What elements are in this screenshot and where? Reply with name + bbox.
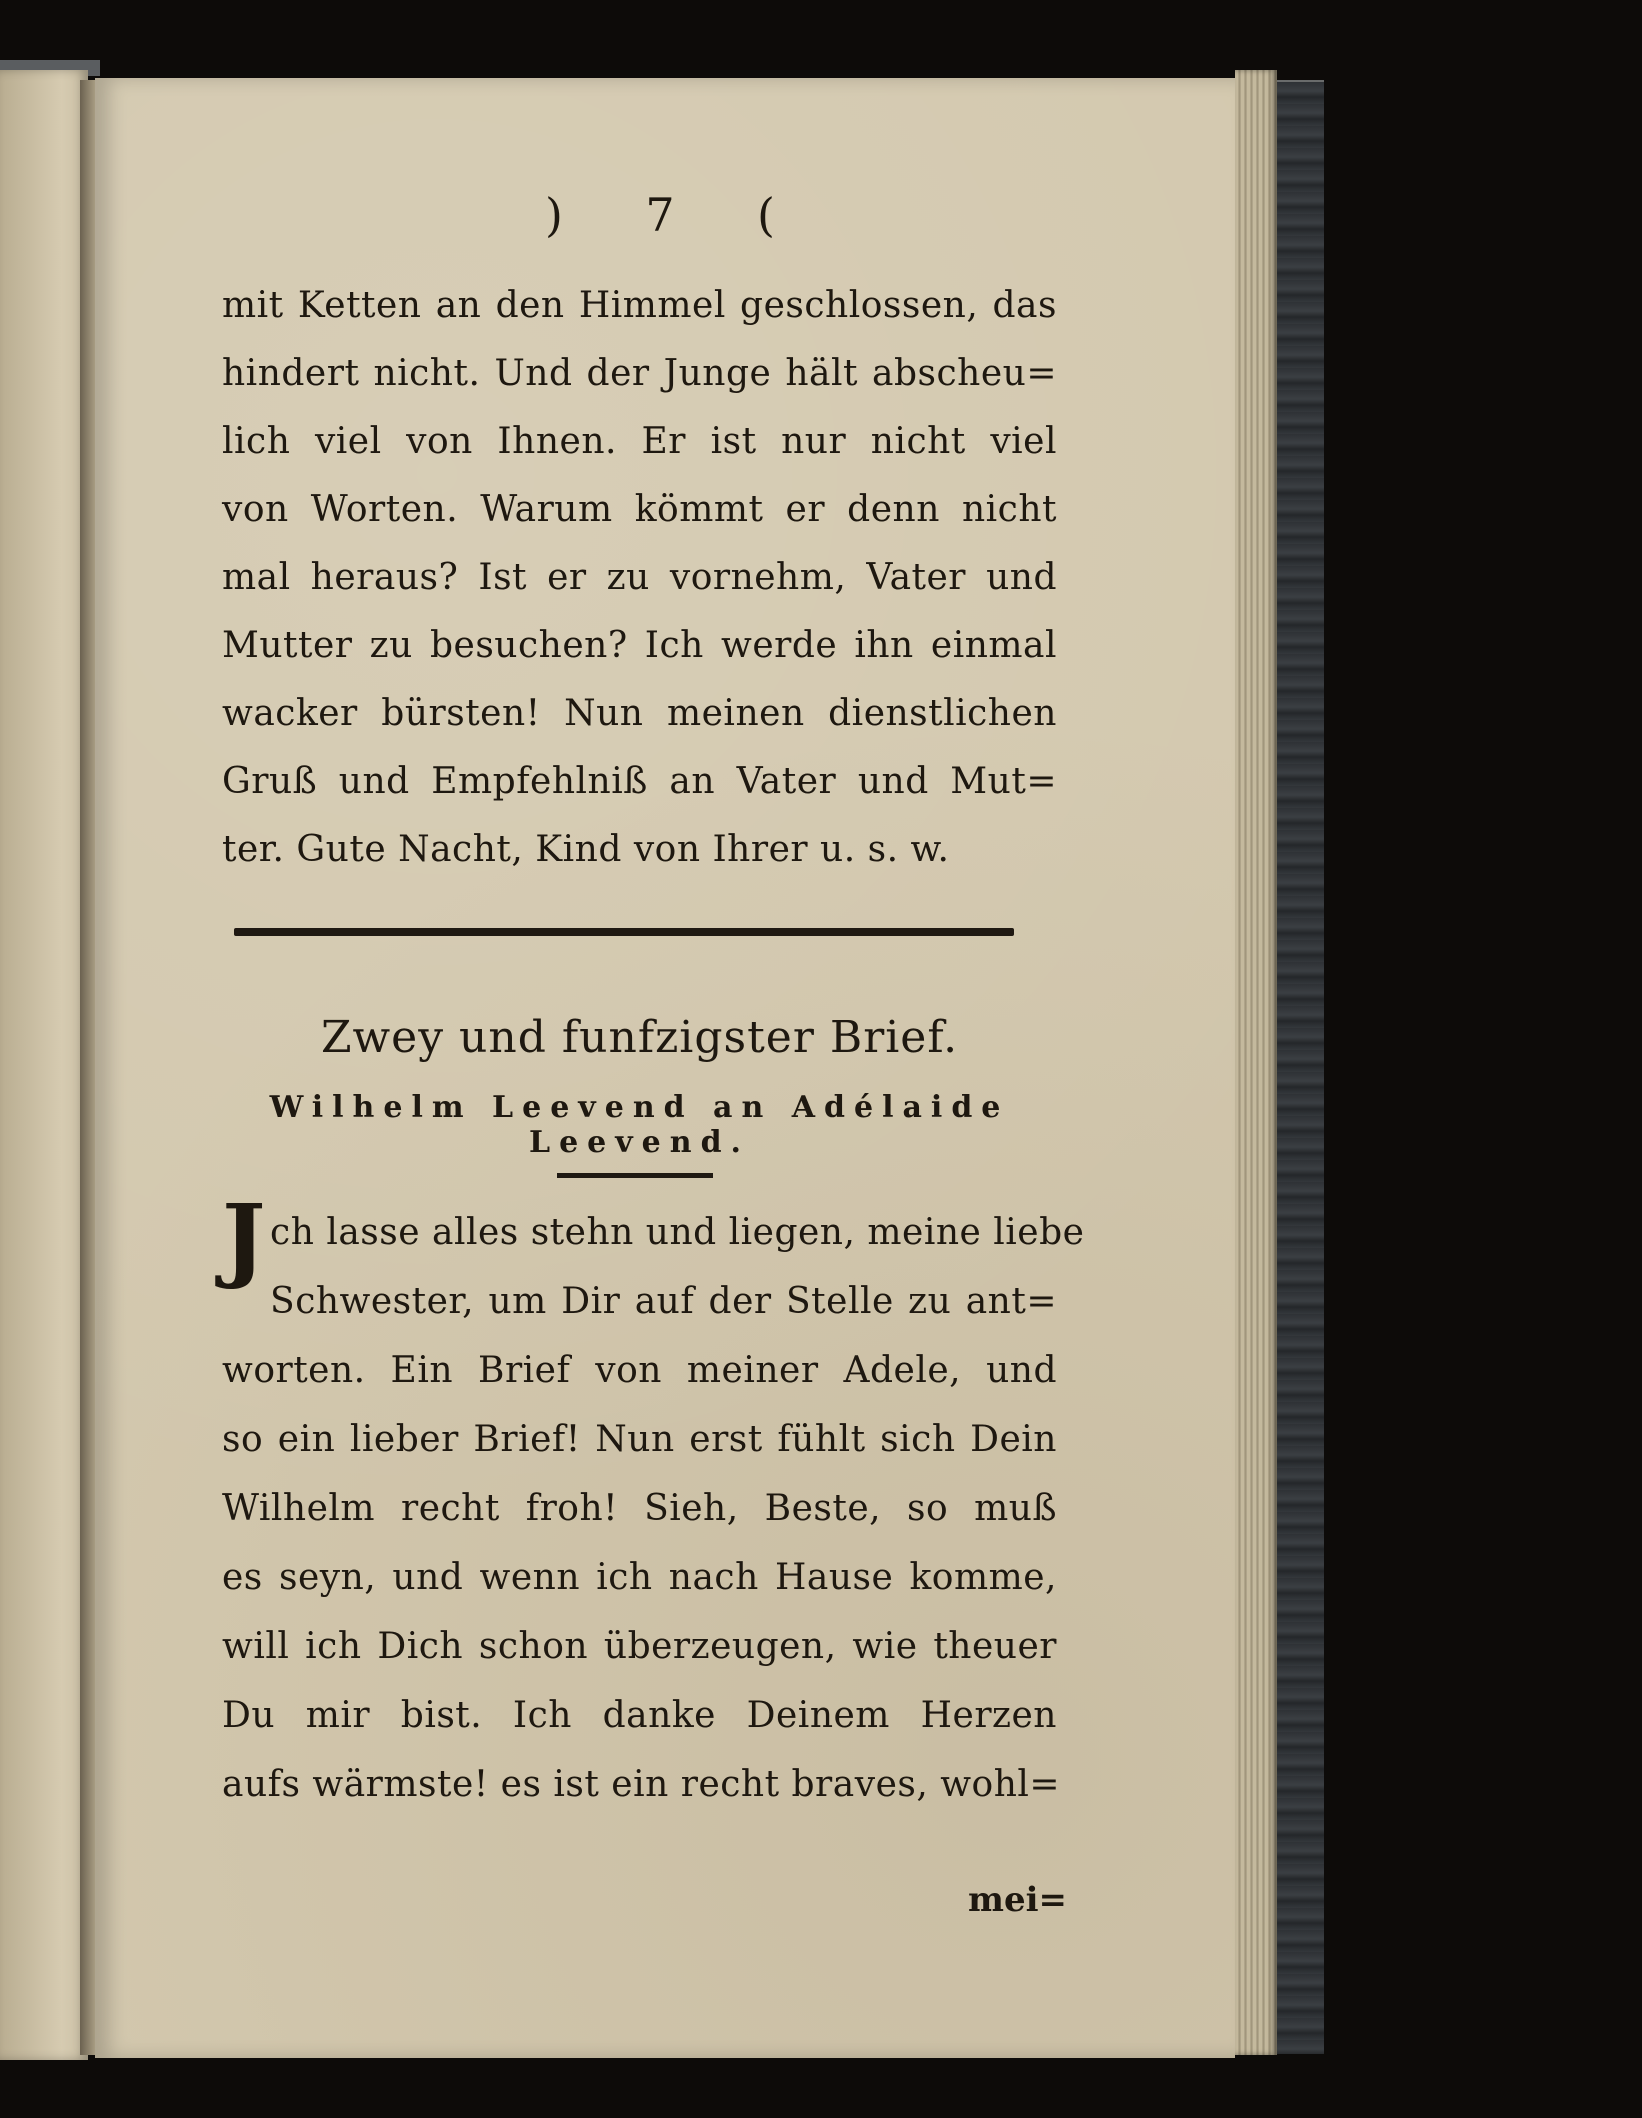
header-right-mark: ( [757, 188, 775, 242]
first-line-text: ch lasse alles stehn und liegen, meine liebe [270, 1212, 1085, 1253]
text-line: von Worten. Warum kömmt er denn nicht [222, 489, 1057, 530]
text-line: aufs wärmste! es ist ein recht braves, wohl= [222, 1764, 1061, 1805]
text-line: mit Ketten an den Himmel geschlossen, das [222, 285, 1057, 326]
page-edges [1235, 70, 1277, 2055]
text-line: hindert nicht. Und der Junge hält abscheu= [222, 353, 1057, 394]
text-line: es seyn, und wenn ich nach Hause komme, [222, 1557, 1057, 1598]
text-line: worten. Ein Brief von meiner Adele, und [222, 1350, 1057, 1391]
drop-cap: J [222, 1184, 267, 1292]
catchword: mei= [967, 1880, 1067, 1920]
letter-body [222, 1184, 1085, 1819]
paragraph-continued [222, 272, 1057, 884]
title-divider [557, 1173, 713, 1178]
text-line: so ein lieber Brief! Nun erst fühlt sich Dein [222, 1419, 1057, 1460]
back-cover [1272, 82, 1324, 2054]
text-line: Du mir bist. Ich danke Deinem Herzen [222, 1695, 1057, 1736]
text-line: wacker bürsten! Nun meinen dienstlichen [222, 693, 1057, 734]
text-line: mal heraus? Ist er zu vornehm, Vater und [222, 557, 1057, 598]
text-line: Wilhelm recht froh! Sieh, Beste, so muß [222, 1488, 1057, 1529]
header-left-mark: ) [545, 188, 563, 242]
page-header [545, 180, 775, 250]
text-line: Mutter zu besuchen? Ich werde ihn einmal [222, 625, 1057, 666]
page-number: 7 [645, 188, 675, 242]
text-line-first [222, 1184, 1085, 1292]
letter-title: Zwey und funfzigster Brief. [320, 1012, 959, 1063]
facing-page [0, 70, 88, 2060]
text-line: Gruß und Empfehlniß an Vater und Mut= [222, 761, 1057, 802]
text-line: lich viel von Ihnen. Er ist nur nicht viel [222, 421, 1057, 462]
letter-subtitle: Wilhelm Leevend an Adélaide Leevend. [269, 1090, 1010, 1160]
text-line: Schwester, um Dir auf der Stelle zu ant= [270, 1281, 1057, 1322]
section-divider [234, 928, 1014, 936]
text-line: ter. Gute Nacht, Kind von Ihrer u. s. w. [222, 829, 950, 870]
text-line: will ich Dich schon überzeugen, wie theuer [222, 1626, 1057, 1667]
